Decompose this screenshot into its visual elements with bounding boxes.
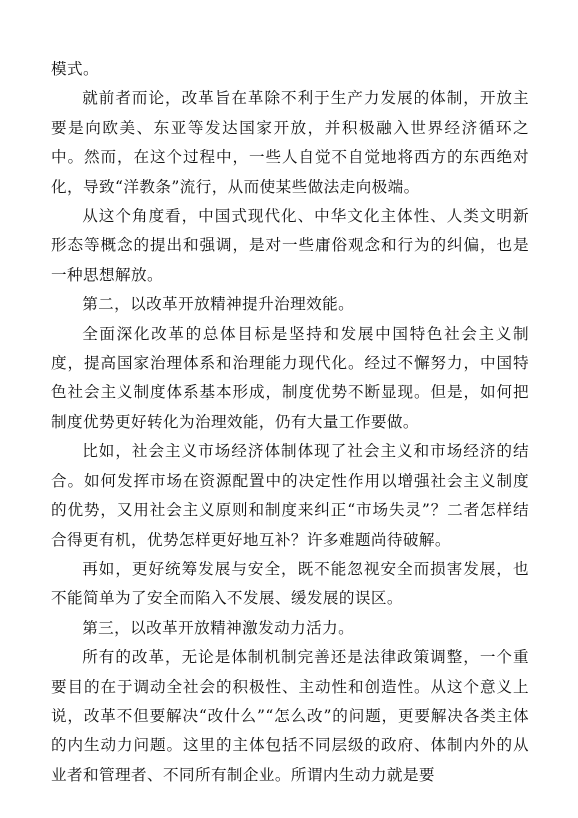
section-heading: 第二，以改革开放精神提升治理效能。: [82, 295, 355, 314]
paragraph: 比如，社会主义市场经济体制体现了社会主义和市场经济的结合。如何发挥市场在资源配置中的决定性作用以增强社会主义制度的优势，又用社会主义原则和制度来纠正“市场失灵”？二者怎样结合得更有机，优势怎样更好地互补？许多难题尚待破解。: [51, 442, 529, 549]
document-page: [51, 55, 529, 790]
paragraph: 全面深化改革的总体目标是坚持和发展中国特色社会主义制度，提高国家治理体系和治理能力现代化。经过不懈努力，中国特色社会主义制度体系基本形成，制度优势不断显现。但是，如何把制度优势更好转化为治理效能，仍有大量工作要做。: [51, 324, 529, 431]
paragraph: 所有的改革，无论是体制机制完善还是法律政策调整，一个重要目的在于调动全社会的积极性、主动性和创造性。从这个意义上说，改革不但要解决“改什么”“怎么改”的问题，更要解决各类主体的内生动力问题。这里的主体包括不同层级的政府、体制内外的从业者和管理者、不同所有制企业。所谓内生动力就是要: [51, 648, 529, 784]
paragraph: 从这个角度看，中国式现代化、中华文化主体性、人类文明新形态等概念的提出和强调，是对一些庸俗观念和行为的纠偏，也是一种思想解放。: [51, 207, 529, 284]
section-heading: 第三，以改革开放精神激发动力活力。: [82, 618, 355, 637]
paragraph: 模式。: [51, 60, 99, 78]
paragraph: 再如，更好统筹发展与安全，既不能忽视安全而损害发展，也不能简单为了安全而陷入不发展、缓发展的误区。: [51, 559, 529, 608]
paragraph: 就前者而论，改革旨在革除不利于生产力发展的体制，开放主要是向欧美、东亚等发达国家开放，并积极融入世界经济循环之中。然而，在这个过程中，一些人自觉不自觉地将西方的东西绝对化，导致“洋教条”流行，从而使某些做法走向极端。: [51, 89, 529, 196]
